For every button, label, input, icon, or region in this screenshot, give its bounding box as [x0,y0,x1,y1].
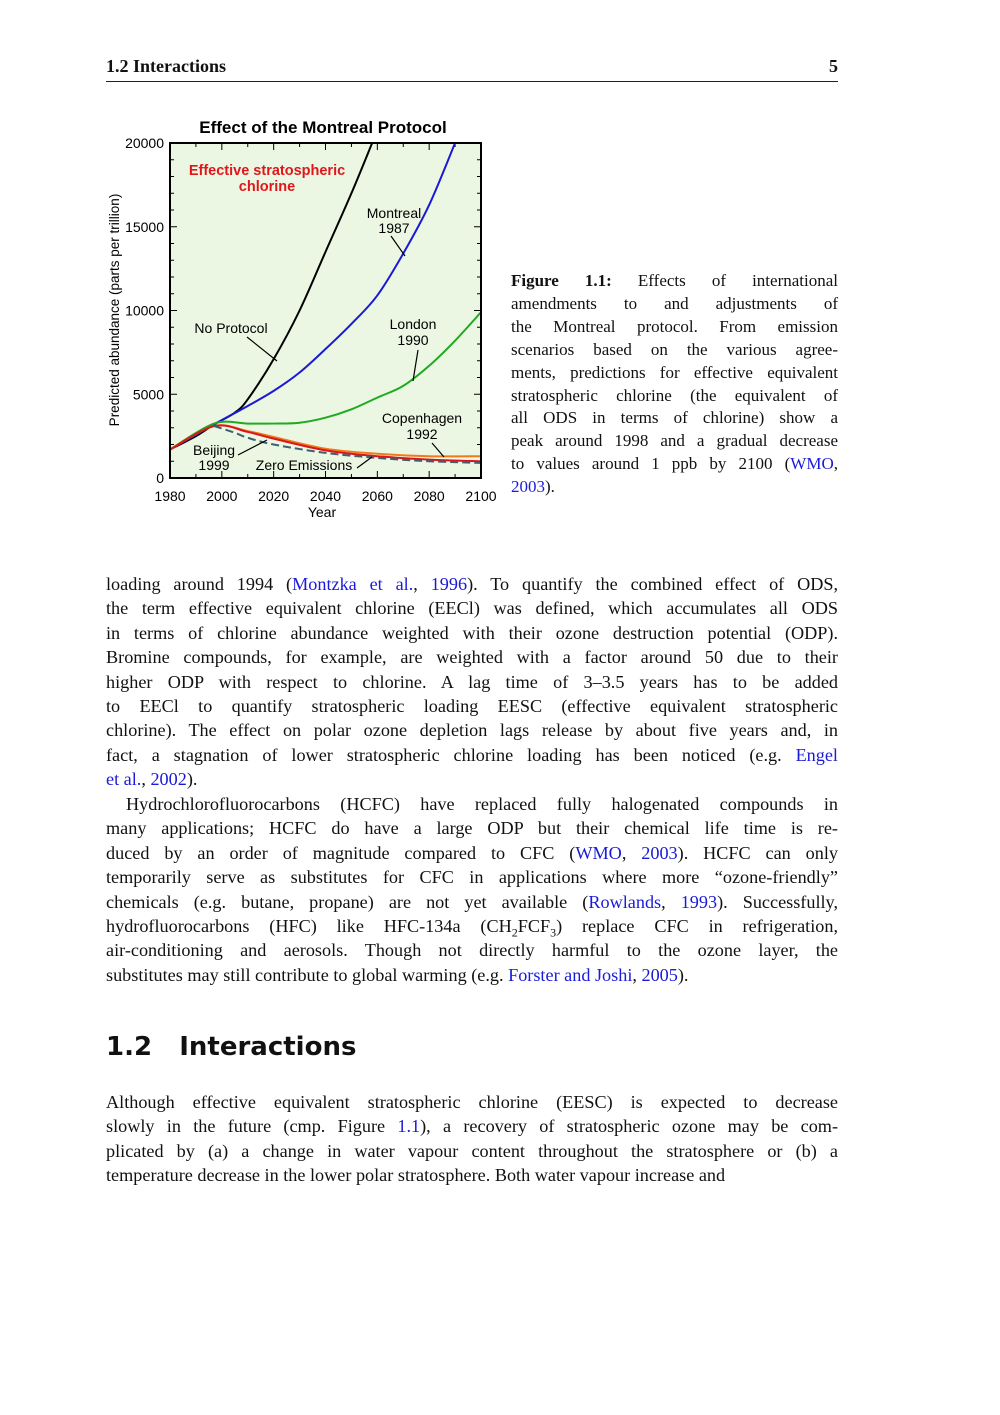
text-line [106,865,838,889]
citation-link[interactable]: 2003 [511,477,545,497]
text-line [511,430,838,453]
text-span: duced by an order of magnitude compared to CFC ( [106,842,576,863]
y-tick-label: 10000 [125,302,164,319]
text-span: ments, predictions for effective equivalent [511,362,838,382]
paragraph [106,572,838,792]
text-line [106,670,838,694]
series-label: 1987 [378,220,410,236]
text-line [106,1114,838,1138]
paragraph [106,792,838,987]
text-line [106,1090,838,1114]
text-span: loading around 1994 ( [106,574,293,594]
text-span: substitutes may still contribute to global warming (e.g. [106,964,509,985]
text-span: ). To quantify the combined effect of ODS, [467,574,839,594]
text-span: ). Successfully, [717,891,839,912]
y-axis-label: Predicted abundance (parts per trillion) [107,193,122,427]
text-span: Bromine compounds, for example, are weighted with a factor around 50 due to their [106,647,838,668]
text-span: ). [677,964,689,985]
citation-link[interactable]: 1996 [430,574,468,594]
text-span: ) replace CFC in refrigeration, [556,916,838,937]
y-tick-label: 0 [156,470,164,486]
series-label: 1990 [397,332,429,348]
text-line [106,596,838,620]
text-span: chemicals (e.g. butane, propane) are not yet available ( [106,891,589,912]
citation-link[interactable]: Montzka et al. [292,574,414,594]
citation-link[interactable]: WMO [790,454,834,474]
text-span: scenarios based on the various agree- [511,339,838,359]
text-span: the Montreal protocol. From emission [511,316,838,336]
text-span: hydrofluorocarbons (HFC) like HFC-134a (CH [106,916,512,937]
y-tick-label: 5000 [132,386,164,403]
text-span: , [833,454,838,474]
text-span: ), a recovery of stratospheric ozone may be com- [420,1116,839,1137]
citation-link[interactable]: 1.1 [397,1116,421,1137]
text-line [106,694,838,718]
text-line [106,841,838,865]
text-span: many applications; HCFC do have a large ODP but their chemical life time is re- [106,818,838,839]
text-line [106,792,838,816]
text-line [106,621,838,645]
text-span: ). [545,477,555,497]
text-line [106,1139,838,1163]
text-line [511,316,838,339]
text-line [106,938,838,962]
citation-link[interactable]: Rowlands [588,891,662,912]
page-number: 5 [829,56,838,76]
text-line [106,816,838,840]
series-label: 1999 [198,457,230,473]
text-span: Hydrochlorofluorocarbons (HCFC) have replaced fully halogenated compounds in [126,794,838,814]
text-span: plicated by (a) a change in water vapour content throughout the stratosphere or (b) a [106,1140,838,1161]
y-tick-label: 15000 [125,218,164,235]
text-span: ). HCFC can only [677,842,838,863]
text-span: slowly in the future (cmp. Figure [106,1116,398,1137]
text-span: peak around 1998 and a gradual decrease [511,431,838,451]
citation-link[interactable]: 2002 [150,769,187,790]
chart-subtitle: Effective stratospheric [188,163,346,179]
text-span: , [141,769,151,790]
text-line [106,1163,838,1187]
chart-title: Effect of the Montreal Protocol [199,118,447,137]
text-line [511,407,838,430]
citation-link[interactable]: 2005 [641,964,678,985]
text-span: fact, a stagnation of lower stratospheric chlorine loading has been noticed (e.g. [106,744,796,765]
text-span: , [661,891,681,912]
figure-caption [511,270,838,499]
text-span: , [413,574,431,594]
series-label: No Protocol [194,320,268,336]
text-line [106,890,838,914]
x-tick-label: 1980 [154,488,186,504]
header-rule [106,81,838,82]
text-span: stratospheric chlorine (the equivalent of [511,385,838,405]
text-line [511,293,838,316]
series-label: Zero Emissions [255,457,353,473]
chart-subtitle: chlorine [238,179,296,195]
citation-link[interactable]: Forster and Joshi [508,964,633,985]
text-line [106,718,838,742]
running-header-section: 1.2 Interactions [106,56,226,76]
series-label: Copenhagen [381,410,463,426]
text-span: all ODS in terms of chlorine) show a [511,408,838,428]
text-span: temporarily serve as substitutes for CFC in applications where more “ozone-friendly” [106,867,838,888]
text-span: Although effective equivalent stratospheric chlorine (EESC) is expected to decrease [106,1092,838,1112]
series-label: London [389,316,437,332]
text-span: air-conditioning and aerosols. Though not directly harmful to the ozone layer, the [106,940,838,961]
text-line [106,914,838,938]
text-span: to values around 1 ppb by 2100 ( [511,454,791,474]
citation-link[interactable]: et al. [106,769,142,790]
x-tick-label: 2060 [361,488,393,504]
paragraph [106,1090,838,1188]
text-span: 3 [550,925,557,940]
text-span: , [621,842,642,863]
text-line [511,362,838,385]
series-label: Beijing [192,442,236,458]
figure-chart [100,110,500,530]
text-line [106,743,838,767]
series-label: Montreal [366,205,422,221]
citation-link[interactable]: WMO [575,842,622,863]
text-line [511,270,838,293]
text-span: FCF [517,916,551,937]
x-tick-label: 2020 [258,488,290,504]
text-span: temperature decrease in the lower polar stratosphere. Both water vapour increase and [106,1165,726,1186]
text-span: the term effective equivalent chlorine (EECl) was defined, which accumulates all ODS [106,598,838,619]
text-span: Effects of international [611,271,838,290]
x-axis-label: Year [307,504,337,520]
x-tick-label: 2080 [413,488,445,504]
x-tick-label: 2040 [309,488,342,504]
text-line [511,453,838,476]
text-span: amendments to and adjustments of [511,293,838,313]
text-span: chlorine). The effect on polar ozone depletion lags release by about five years and, in [106,720,838,741]
x-tick-label: 2000 [206,488,238,504]
citation-link[interactable]: 1993 [680,891,718,912]
x-tick-label: 2100 [465,488,497,504]
text-line [106,572,838,596]
text-span: 2 [511,925,518,940]
text-span: in terms of chlorine abundance weighted with their ozone destruction potential (ODP). [106,622,838,643]
section-heading: 1.2 Interactions [106,1032,357,1062]
text-span: to EECl to quantify stratospheric loading EESC (effective equivalent stratospheric [106,696,838,717]
y-tick-label: 20000 [125,135,164,151]
text-span: , [632,964,642,985]
text-line [511,476,838,499]
text-span: ). [186,769,198,790]
text-line [106,767,838,791]
citation-link[interactable]: 2003 [641,842,678,863]
text-span: higher ODP with respect to chlorine. A lag time of 3–3.5 years has to be added [106,671,838,692]
series-label: 1992 [406,426,438,442]
text-line [511,385,838,408]
text-span: Figure 1.1: [511,271,612,290]
text-line [511,339,838,362]
citation-link[interactable]: Engel [795,744,838,765]
text-line [106,963,838,987]
text-line [106,645,838,669]
